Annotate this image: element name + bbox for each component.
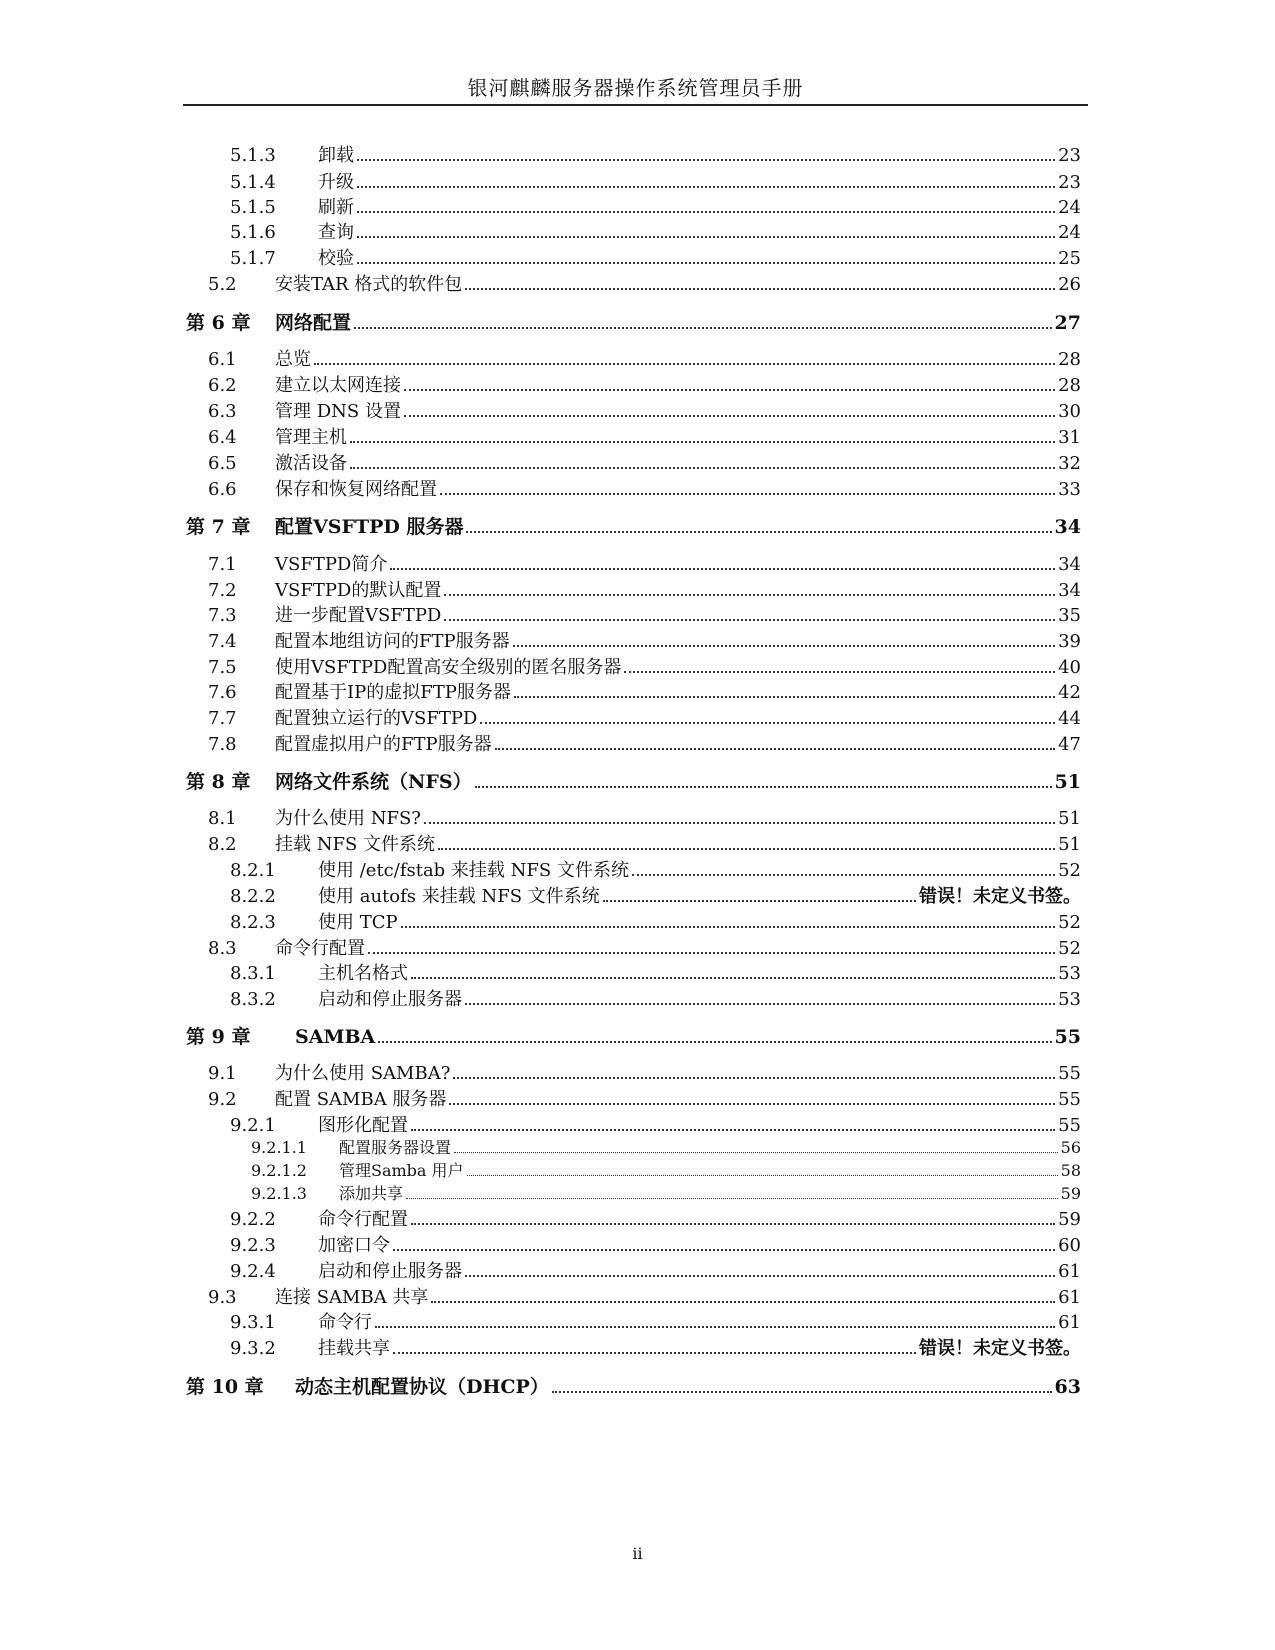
toc-leader-dots <box>444 619 1055 621</box>
toc-entry-page: 59 <box>1060 1184 1081 1203</box>
toc-leader-dots <box>357 262 1055 264</box>
toc-entry-line <box>318 1113 1081 1139</box>
toc-entry-page: 63 <box>1054 1376 1081 1398</box>
toc-entry-title: 管理 DNS 设置 <box>275 401 401 422</box>
toc-entry[interactable] <box>0 987 1275 1013</box>
toc-leader-dots <box>350 441 1055 443</box>
toc-entry[interactable] <box>0 1183 1275 1205</box>
toc-entry[interactable] <box>0 195 1275 221</box>
toc-entry-page: 27 <box>1054 312 1081 334</box>
toc-entry-line <box>339 1183 1081 1205</box>
toc-entry-number: 8.3.1 <box>230 963 276 984</box>
toc-entry-line <box>339 1160 1081 1182</box>
toc-entry-page: 31 <box>1058 427 1081 448</box>
toc-chapter-entry[interactable] <box>0 769 1275 795</box>
toc-entry-number: 8.3.2 <box>230 989 276 1010</box>
toc-entry[interactable] <box>0 578 1275 604</box>
toc-entry-title: 加密口令 <box>318 1235 390 1256</box>
toc-entry-page: 55 <box>1058 1089 1081 1110</box>
toc-entry[interactable] <box>0 1207 1275 1233</box>
toc-entry-line <box>318 884 1081 910</box>
toc-entry-title: VSFTPD简介 <box>275 554 388 575</box>
toc-chapter-entry[interactable] <box>0 310 1275 336</box>
toc-entry[interactable] <box>0 832 1275 858</box>
toc-leader-dots <box>424 822 1055 824</box>
toc-entry-number: 5.1.5 <box>230 197 276 218</box>
toc-entry-page: 39 <box>1058 631 1081 652</box>
toc-leader-dots <box>357 236 1055 238</box>
toc-entry[interactable] <box>0 347 1275 373</box>
toc-leader-dots <box>624 671 1055 673</box>
toc-leader-dots <box>552 1391 1052 1393</box>
toc-entry-title: 配置VSFTPD 服务器 <box>275 516 464 538</box>
toc-entry-line <box>275 936 1081 962</box>
page-header: 银河麒麟服务器操作系统管理员手册 <box>467 76 804 100</box>
toc-entry-page: 23 <box>1058 145 1081 166</box>
toc-chapter-entry[interactable] <box>0 514 1275 540</box>
toc-leader-dots <box>467 1175 1058 1176</box>
toc-entry-title: 激活设备 <box>275 453 347 474</box>
toc-leader-dots <box>603 900 916 902</box>
toc-entry-title: 配置本地组访问的FTP服务器 <box>275 631 510 652</box>
toc-entry-number: 6.4 <box>208 427 237 448</box>
toc-entry-line <box>275 451 1081 477</box>
toc-entry-number: 8.2.2 <box>230 886 276 907</box>
toc-entry-page: 51 <box>1058 808 1081 829</box>
toc-entry-page: 34 <box>1054 516 1081 538</box>
toc-entry[interactable] <box>0 936 1275 962</box>
toc-entry-line <box>318 987 1081 1013</box>
toc-entry[interactable] <box>0 884 1275 910</box>
toc-leader-dots <box>465 1275 1055 1277</box>
toc-entry[interactable] <box>0 732 1275 758</box>
toc-entry-page: 52 <box>1058 860 1081 881</box>
toc-entry-title: 挂载 NFS 文件系统 <box>275 834 436 855</box>
toc-entry-title: 配置虚拟用户的FTP服务器 <box>275 734 492 755</box>
toc-leader-dots <box>453 1077 1055 1079</box>
toc-entry-page: 47 <box>1058 734 1081 755</box>
toc-entry-page: 61 <box>1058 1312 1081 1333</box>
toc-entry-title: 图形化配置 <box>318 1115 408 1136</box>
toc-leader-dots <box>466 531 1051 533</box>
toc-leader-dots <box>357 186 1055 188</box>
toc-entry[interactable] <box>0 1087 1275 1113</box>
toc-leader-dots <box>378 1041 1051 1043</box>
toc-entry[interactable] <box>0 552 1275 578</box>
toc-entry-number: 9.3.2 <box>230 1338 276 1359</box>
toc-leader-dots <box>350 467 1055 469</box>
toc-entry[interactable] <box>0 603 1275 629</box>
toc-entry-number: 9.2.1.3 <box>251 1184 307 1203</box>
toc-entry-line <box>295 1024 1081 1050</box>
toc-entry-number: 9.3.1 <box>230 1312 276 1333</box>
toc-entry-page: 28 <box>1058 349 1081 370</box>
toc-entry-title: 配置基于IP的虚拟FTP服务器 <box>275 682 511 703</box>
toc-entry-title: 进一步配置VSFTPD <box>275 605 442 626</box>
toc-leader-dots <box>440 493 1055 495</box>
toc-entry-line <box>275 272 1081 298</box>
toc-entry-number: 9.2.1.2 <box>251 1161 307 1180</box>
toc-entry-title: 建立以太网连接 <box>275 375 401 396</box>
toc-entry-line <box>318 858 1081 884</box>
toc-entry-title: 查询 <box>318 222 354 243</box>
page-number: ii <box>632 1544 643 1563</box>
toc-entry-title: 使用 /etc/fstab 来挂载 NFS 文件系统 <box>318 860 629 881</box>
toc-entry-title: 启动和停止服务器 <box>318 1261 462 1282</box>
toc-leader-dots <box>449 1103 1055 1105</box>
toc-entry-page: 23 <box>1058 172 1081 193</box>
toc-leader-dots <box>514 696 1055 698</box>
toc-entry-number: 5.1.4 <box>230 172 276 193</box>
toc-entry-number: 5.1.3 <box>230 145 276 166</box>
toc-entry-line <box>318 143 1081 169</box>
toc-entry-line <box>318 195 1081 221</box>
toc-entry-number: 5.1.7 <box>230 248 276 269</box>
toc-leader-dots <box>431 1301 1055 1303</box>
toc-entry-page: 53 <box>1058 989 1081 1010</box>
toc-entry[interactable] <box>0 1137 1275 1159</box>
toc-entry-title: 卸载 <box>318 145 354 166</box>
toc-leader-dots <box>411 977 1055 979</box>
toc-entry[interactable] <box>0 706 1275 732</box>
toc-entry-line <box>275 578 1081 604</box>
toc-entry[interactable] <box>0 1259 1275 1285</box>
toc-leader-dots <box>401 926 1055 928</box>
toc-entry-line <box>275 832 1081 858</box>
toc-entry-line <box>318 1207 1081 1233</box>
toc-entry-line <box>318 1336 1081 1362</box>
toc-entry-page: 51 <box>1054 771 1081 793</box>
toc-chapter-entry[interactable] <box>0 1024 1275 1050</box>
toc-entry-title: VSFTPD的默认配置 <box>275 580 442 601</box>
toc-entry-page: 55 <box>1054 1026 1081 1048</box>
toc-entry-page: 61 <box>1058 1261 1081 1282</box>
toc-entry-number: 8.1 <box>208 808 237 829</box>
toc-entry-number: 第 6 章 <box>186 312 251 334</box>
toc-leader-dots <box>411 1129 1055 1131</box>
toc-entry[interactable] <box>0 1310 1275 1336</box>
toc-entry-page: 28 <box>1058 375 1081 396</box>
toc-entry-page: 34 <box>1058 554 1081 575</box>
toc-entry-title: 网络文件系统（NFS） <box>275 771 472 793</box>
toc-entry[interactable] <box>0 629 1275 655</box>
toc-entry-page: 53 <box>1058 963 1081 984</box>
toc-entry[interactable] <box>0 806 1275 832</box>
toc-entry-title: 连接 SAMBA 共享 <box>275 1287 429 1308</box>
toc-entry-title: 网络配置 <box>275 312 352 334</box>
toc-entry-line <box>318 246 1081 272</box>
toc-entry-line <box>275 514 1081 540</box>
toc-entry[interactable] <box>0 1061 1275 1087</box>
toc-leader-dots <box>406 1198 1058 1199</box>
toc-entry-number: 8.2 <box>208 834 237 855</box>
toc-entry[interactable] <box>0 272 1275 298</box>
toc-entry-page: 61 <box>1058 1287 1081 1308</box>
toc-leader-dots <box>368 952 1055 954</box>
toc-bookmark-error: 错误！未定义书签。 <box>919 1338 1081 1359</box>
toc-entry-title: 校验 <box>318 248 354 269</box>
toc-leader-dots <box>465 1003 1055 1005</box>
toc-leader-dots <box>495 748 1055 750</box>
toc-leader-dots <box>465 288 1055 290</box>
toc-entry-number: 5.2 <box>208 274 237 295</box>
toc-entry-page: 44 <box>1058 708 1081 729</box>
toc-entry-number: 第 9 章 <box>186 1026 251 1048</box>
toc-entry[interactable] <box>0 220 1275 246</box>
toc-entry-number: 7.7 <box>208 708 237 729</box>
toc-entry-number: 6.6 <box>208 479 237 500</box>
toc-entry-line <box>275 806 1081 832</box>
toc-entry-line <box>275 603 1081 629</box>
toc-entry-page: 55 <box>1058 1063 1081 1084</box>
toc-leader-dots <box>438 848 1055 850</box>
toc-entry[interactable] <box>0 680 1275 706</box>
toc-entry-number: 7.6 <box>208 682 237 703</box>
toc-entry-number: 第 7 章 <box>186 516 251 538</box>
toc-entry-line <box>275 347 1081 373</box>
toc-entry-page: 30 <box>1058 401 1081 422</box>
toc-entry-number: 6.2 <box>208 375 237 396</box>
toc-leader-dots <box>357 211 1055 213</box>
toc-entry-page: 24 <box>1058 197 1081 218</box>
toc-entry-title: 为什么使用 NFS? <box>275 808 421 829</box>
toc-entry-line <box>318 1259 1081 1285</box>
toc-entry-title: 动态主机配置协议（DHCP） <box>295 1376 549 1398</box>
toc-entry-number: 7.1 <box>208 554 237 575</box>
toc-entry-line <box>275 769 1081 795</box>
toc-entry-page: 25 <box>1058 248 1081 269</box>
toc-entry-line <box>318 220 1081 246</box>
toc-entry-page: 40 <box>1058 657 1081 678</box>
toc-entry-title: 为什么使用 SAMBA? <box>275 1063 451 1084</box>
toc-entry-title: 保存和恢复网络配置 <box>275 479 437 500</box>
toc-entry-number: 7.2 <box>208 580 237 601</box>
toc-entry-line <box>275 1087 1081 1113</box>
toc-entry-number: 9.2.4 <box>230 1261 276 1282</box>
toc-leader-dots <box>354 327 1052 329</box>
toc-entry[interactable] <box>0 1113 1275 1139</box>
toc-entry-line <box>275 655 1081 681</box>
toc-entry-title: 添加共享 <box>339 1184 404 1203</box>
toc-entry-number: 9.2.3 <box>230 1235 276 1256</box>
toc-entry-line <box>275 732 1081 758</box>
toc-entry-number: 7.3 <box>208 605 237 626</box>
toc-leader-dots <box>393 1352 916 1354</box>
toc-entry[interactable] <box>0 170 1275 196</box>
toc-leader-dots <box>411 1223 1055 1225</box>
toc-entry-title: 命令行配置 <box>275 938 365 959</box>
toc-entry[interactable] <box>0 1160 1275 1182</box>
toc-leader-dots <box>314 363 1055 365</box>
toc-leader-dots <box>454 1152 1058 1153</box>
toc-entry-number: 6.1 <box>208 349 237 370</box>
toc-entry-title: 安装TAR 格式的软件包 <box>275 274 463 295</box>
toc-entry-title: 管理主机 <box>275 427 347 448</box>
toc-entry-page: 55 <box>1058 1115 1081 1136</box>
toc-entry[interactable] <box>0 655 1275 681</box>
toc-entry-page: 24 <box>1058 222 1081 243</box>
toc-entry-number: 7.4 <box>208 631 237 652</box>
toc-entry-page: 58 <box>1060 1161 1081 1180</box>
toc-entry-number: 8.3 <box>208 938 237 959</box>
toc-entry-line <box>318 170 1081 196</box>
toc-entry-title: 命令行配置 <box>318 1209 408 1230</box>
toc-entry-title: 刷新 <box>318 197 354 218</box>
toc-entry-number: 5.1.6 <box>230 222 276 243</box>
toc-entry[interactable] <box>0 143 1275 169</box>
toc-entry-number: 第 8 章 <box>186 771 251 793</box>
toc-entry-page: 60 <box>1058 1235 1081 1256</box>
toc-leader-dots <box>393 1249 1055 1251</box>
toc-entry[interactable] <box>0 425 1275 451</box>
toc-entry-number: 6.5 <box>208 453 237 474</box>
toc-entry-page: 59 <box>1058 1209 1081 1230</box>
toc-entry-number: 9.2.2 <box>230 1209 276 1230</box>
toc-entry-title: 启动和停止服务器 <box>318 989 462 1010</box>
toc-leader-dots <box>513 645 1055 647</box>
toc-entry-number: 7.8 <box>208 734 237 755</box>
toc-entry-title: 挂载共享 <box>318 1338 390 1359</box>
toc-entry-line <box>318 1310 1081 1336</box>
toc-entry-title: 管理Samba 用户 <box>339 1161 464 1180</box>
toc-entry-line <box>275 477 1081 503</box>
toc-entry-title: 配置独立运行的VSFTPD <box>275 708 478 729</box>
toc-entry-line <box>339 1137 1081 1159</box>
toc-entry[interactable] <box>0 451 1275 477</box>
toc-entry-line <box>275 1061 1081 1087</box>
toc-leader-dots <box>444 594 1055 596</box>
toc-leader-dots <box>357 159 1055 161</box>
toc-entry-number: 8.2.3 <box>230 912 276 933</box>
toc-entry-title: 升级 <box>318 172 354 193</box>
toc-entry-line <box>275 552 1081 578</box>
toc-entry[interactable] <box>0 399 1275 425</box>
toc-entry-title: 使用 TCP <box>318 912 398 933</box>
toc-entry-line <box>275 706 1081 732</box>
toc-entry-line <box>295 1374 1081 1400</box>
toc-entry-number: 9.2.1.1 <box>251 1138 307 1157</box>
toc-entry-number: 第 10 章 <box>186 1376 264 1398</box>
toc-entry-page: 33 <box>1058 479 1081 500</box>
toc-leader-dots <box>375 1326 1055 1328</box>
toc-entry-line <box>275 399 1081 425</box>
toc-entry-page: 32 <box>1058 453 1081 474</box>
toc-entry-title: 使用 autofs 来挂载 NFS 文件系统 <box>318 886 600 907</box>
toc-leader-dots <box>632 874 1055 876</box>
toc-entry-title: 主机名格式 <box>318 963 408 984</box>
toc-entry-page: 35 <box>1058 605 1081 626</box>
toc-leader-dots <box>480 722 1055 724</box>
toc-entry-title: 命令行 <box>318 1312 372 1333</box>
toc-leader-dots <box>404 389 1055 391</box>
toc-entry-number: 9.2.1 <box>230 1115 276 1136</box>
toc-entry[interactable] <box>0 246 1275 272</box>
toc-entry[interactable] <box>0 1336 1275 1362</box>
toc-leader-dots <box>404 415 1055 417</box>
toc-entry-page: 26 <box>1058 274 1081 295</box>
toc-entry-page: 34 <box>1058 580 1081 601</box>
toc-entry[interactable] <box>0 373 1275 399</box>
toc-entry-number: 8.2.1 <box>230 860 276 881</box>
toc-entry-line <box>275 425 1081 451</box>
toc-entry-number: 9.3 <box>208 1287 237 1308</box>
toc-entry-title: SAMBA <box>295 1026 376 1048</box>
toc-entry-page: 42 <box>1058 682 1081 703</box>
toc-entry-line <box>318 961 1081 987</box>
toc-entry[interactable] <box>0 1233 1275 1259</box>
toc-entry[interactable] <box>0 858 1275 884</box>
toc-entry[interactable] <box>0 961 1275 987</box>
toc-entry-page: 51 <box>1058 834 1081 855</box>
toc-entry-line <box>275 1285 1081 1311</box>
toc-entry-page: 56 <box>1060 1138 1081 1157</box>
toc-entry[interactable] <box>0 910 1275 936</box>
toc-entry[interactable] <box>0 477 1275 503</box>
toc-entry-title: 配置服务器设置 <box>339 1138 452 1157</box>
toc-entry-line <box>275 310 1081 336</box>
toc-entry-number: 6.3 <box>208 401 237 422</box>
toc-bookmark-error: 错误！未定义书签。 <box>919 886 1081 907</box>
toc-entry-number: 7.5 <box>208 657 237 678</box>
toc-entry-title: 配置 SAMBA 服务器 <box>275 1089 447 1110</box>
toc-entry-page: 52 <box>1058 912 1081 933</box>
toc-entry-line <box>318 1233 1081 1259</box>
toc-chapter-entry[interactable] <box>0 1374 1275 1400</box>
toc-entry-title: 使用VSFTPD配置高安全级别的匿名服务器 <box>275 657 622 678</box>
toc-leader-dots <box>390 568 1055 570</box>
toc-entry-line <box>318 910 1081 936</box>
toc-entry-number: 9.1 <box>208 1063 237 1084</box>
toc-entry-line <box>275 373 1081 399</box>
toc-entry-page: 52 <box>1058 938 1081 959</box>
toc-entry-number: 9.2 <box>208 1089 237 1110</box>
toc-entry-title: 总览 <box>275 349 311 370</box>
toc-entry-line <box>275 629 1081 655</box>
toc-entry[interactable] <box>0 1285 1275 1311</box>
toc-leader-dots <box>475 786 1052 788</box>
toc-entry-line <box>275 680 1081 706</box>
